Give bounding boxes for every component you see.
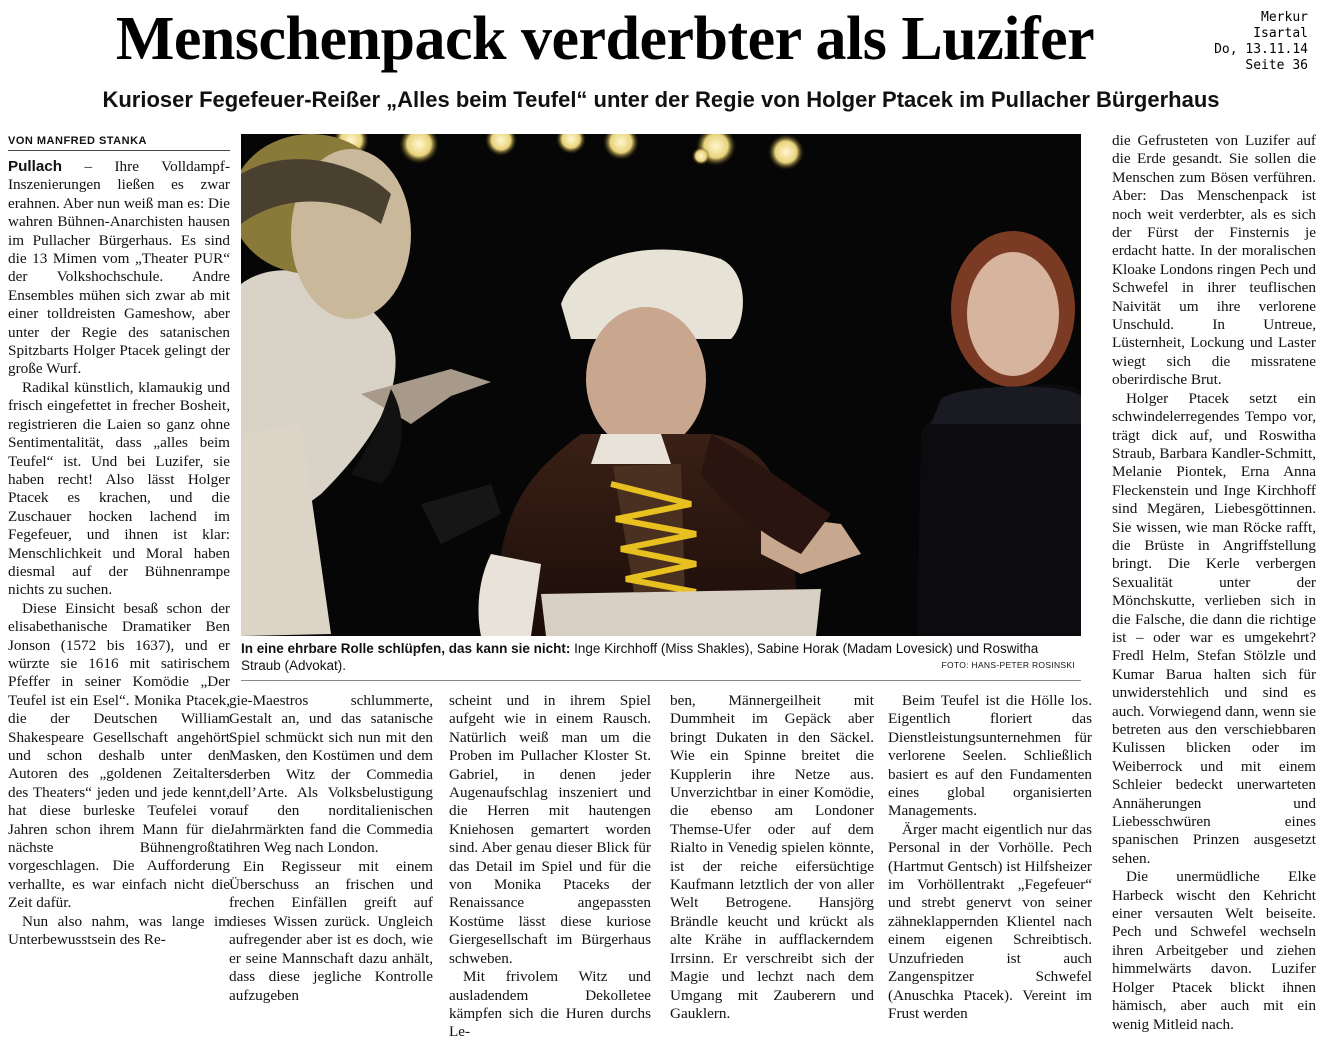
paragraph: scheint und in ihrem Spiel aufgeht wie in einem Rausch. Natürlich weiß man um die Proben im Pullacher Kloster St. Gabriel, in denen jeder Augenaufschlag inszeniert und die Herren mit hautengen Kniehosen gemartert worden sind. Aber genau dieser Blick für das Detail im Spiel und für die von Monika Ptaceks der Renaissance angepassten Kostüme lässt diese kuriose Giergesellschaft im Bürgerhaus schweben.: [449, 692, 651, 967]
photo-credit: FOTO: HANS-PETER ROSINSKI: [941, 660, 1075, 670]
byline: VON MANFRED STANKA: [8, 134, 230, 151]
article-column-5: [888, 692, 1092, 1023]
caption-divider: [241, 680, 1081, 681]
paragraph-text: – Ihre Volldampf-Inszenierungen ließen es zwar erahnen. Aber nun weiß man es: Die wahren Bühnen-Anarchisten hausen im Pullacher Bürgerhaus. Es sind die 13 Mimen vom „Theater PUR“ der Volkshochschule. Andre Ensembles mühen sich zwar ab mit einer tolldreisten Gameshow, aber unter der Regie des satanischen Spitzbarts Holger Ptacek gelingt der große Wurf.: [8, 158, 230, 378]
paragraph: Radikal künstlich, klamaukig und frisch eingefettet in frecher Bosheit, registrieren die Laien so ganz ohne Sentimentalität, dass „alles beim Teufel“ ist. Und bei Luzifer, sie haben recht! Also lässt Holger Ptacek es krachen, und die Zuschauer hocken lachend im Fegefeuer, und ihnen ist klar: Menschlichkeit und Moral haben diesmal auf der Bühnenrampe nichts zu suchen.: [8, 378, 230, 599]
source-page: Seite 36: [1245, 58, 1308, 73]
caption-text: Inge Kirchhoff (Miss Shakles), Sabine Horak (Madam Lovesick) und Roswitha Straub (Advokat).: [241, 641, 1039, 673]
article-column-1: [8, 158, 230, 949]
caption-lead: In eine ehrbare Rolle schlüpfen, das kann sie nicht:: [241, 641, 571, 656]
article-column-6: [1112, 132, 1316, 1034]
paragraph: Mit frivolem Witz und ausladendem Dekolletee kämpfen sich die Huren durchs Le-: [449, 968, 651, 1041]
stage-photo-illustration: [241, 134, 1081, 636]
source-date: Do, 13.11.14: [1214, 42, 1308, 57]
paragraph: Beim Teufel ist die Hölle los. Eigentlich floriert das Dienstleistungsunternehmen für verlorene Seelen. Schließlich basiert es auf den Fundamenten eines global organisierten Managements.: [888, 692, 1092, 820]
source-stamp: [1214, 10, 1308, 74]
paragraph: gie-Maestros schlummerte, Gestalt an, und das satanische Spiel schmückt sich nun mit den Masken, den Kostümen und dem derben Witz der Commedia dell’Arte. Als Volksbelustigung auf den norditalienischen Jahrmärkten fand die Commedia ihren Weg nach London.: [229, 692, 433, 857]
paragraph: Holger Ptacek setzt ein schwindelerregendes Tempo vor, trägt dick auf, und Roswitha Straub, Barbara Kandler-Schmitt, Melanie Piontek, Erna Anna Fleckenstein und Inge Kirchhoff sind Megären, Liebesgöttinnen. Sie wissen, wie man Röcke rafft, die Brüste in Angriffstellung bringt. Die Kerle verbergen Sexualität unter der Mönchskutte, verlieben sich in die Falsche, die dann die richtige ist – oder war es umgekehrt? Fredl Helm, Stefan Stölzle und Kumar Barua halten sich für unwiderstehlich und sind es auch. Vorwiegend dann, wenn sie betreten aus den verschiebbaren Kulissen blicken oder im Weiberrock und mit einem Schleier bedeckt unerwarteten Annäherungen und Liebesschwüren eines spanischen Prinzen ausgesetzt sehen.: [1112, 389, 1316, 867]
dateline-location: Pullach: [8, 158, 63, 175]
article-column-4: [670, 692, 874, 1023]
paragraph: Ein Regisseur mit einem Überschuss an frischen und frechen Einfällen greift auf dieses Wissen zurück. Ungleich aufregender aber ist es doch, wie er seine Mannschaft dazu anhält, dass diese jegliche Kontrolle aufzugeben: [229, 857, 433, 1004]
article-column-3: [449, 692, 651, 1042]
subheadline: Kurioser Fegefeuer-Reißer „Alles beim Teufel“ unter der Regie von Holger Ptacek im Pullacher Bürgerhaus: [102, 87, 1220, 112]
article-column-2: [229, 692, 433, 1005]
paragraph: Ärger macht eigentlich nur das Personal in der Vorhölle. Pech (Hartmut Gentsch) ist Hilfsheizer im Vorhöllentrakt „Fegefeuer“ und strebt genervt von seiner zähneklappernden Klientel nach einem eigenen Schreibtisch. Unzufrieden ist auch Zangenspitzer Schwefel (Anuschka Ptacek). Vereint im Frust werden: [888, 820, 1092, 1022]
paragraph: Die unermüdliche Elke Harbeck wischt den Kehricht einer versauten Welt beiseite. Pech und Schwefel wechseln ihren Arbeitgeber und ziehen himmelwärts davon. Luzifer Holger Ptacek blickt ihnen hämisch, aber auch mit ein wenig Mitleid nach.: [1112, 868, 1316, 1033]
paragraph: Diese Einsicht besaß schon der elisabethanische Dramatiker Ben Jonson (1572 bis 1637), und er würzte sie 1616 mit satirischem Pfeffer in seiner Komödie „Der Teufel ist ein Esel“. Monika Ptacek, die der Deutschen William Shakespeare Gesellschaft angehört und schon deshalb unter den Autoren des „goldenen Zeitalters des Theaters“ jeden und jede kennt, hat diese burleske Teufelei vor Jahren schon ihrem Mann für die nächste Bühnengroßtat vorgeschlagen. Die Aufforderung verhallte, es war einfach nicht die Zeit dafür.: [8, 599, 230, 912]
paragraph: ben, Männergeilheit mit Dummheit im Gepäck aber bringt Dukaten in den Säckel. Wie ein Spinne breitet die Kupplerin ihre Netze aus. Unverzichtbar in einer Komödie, die ebenso am Londoner Themse-Ufer oder auf dem Rialto in Venedig spielen könnte, ist der reiche eifersüchtige Kaufmann letztlich der von aller Welt Betrogene. Hansjörg Brändle keucht und krückt als alte Krähe in aufflackerndem Irrsinn. Er verschreibt sich der Magie und lechzt nach dem Umgang mit Zauberern und Gauklern.: [670, 692, 874, 1022]
source-edition: Isartal: [1253, 26, 1308, 41]
paragraph: Nun also nahm, was lange im Unterbewusstsein des Re-: [8, 912, 230, 949]
paragraph: die Gefrusteten von Luzifer auf die Erde gesandt. Sie sollen die Menschen zum Bösen verführen. Aber: Das Menschenpack ist noch weit verderbter, als es sich der Fürst der Finsternis je erdacht hatte. In der moralischen Kloake Londons ringen Pech und Schwefel in ihrer teuflischen Naivität um ihre verlorene Unschuld. In Untreue, Lüsternheit, Lockung und Laster wiegt sich die missratene oberirdische Brut.: [1112, 132, 1316, 389]
source-publication: Merkur: [1261, 10, 1308, 25]
headline: Menschenpack verderbter als Luzifer: [115, 5, 1095, 73]
paragraph: [8, 158, 230, 379]
article-photo: [241, 134, 1081, 636]
